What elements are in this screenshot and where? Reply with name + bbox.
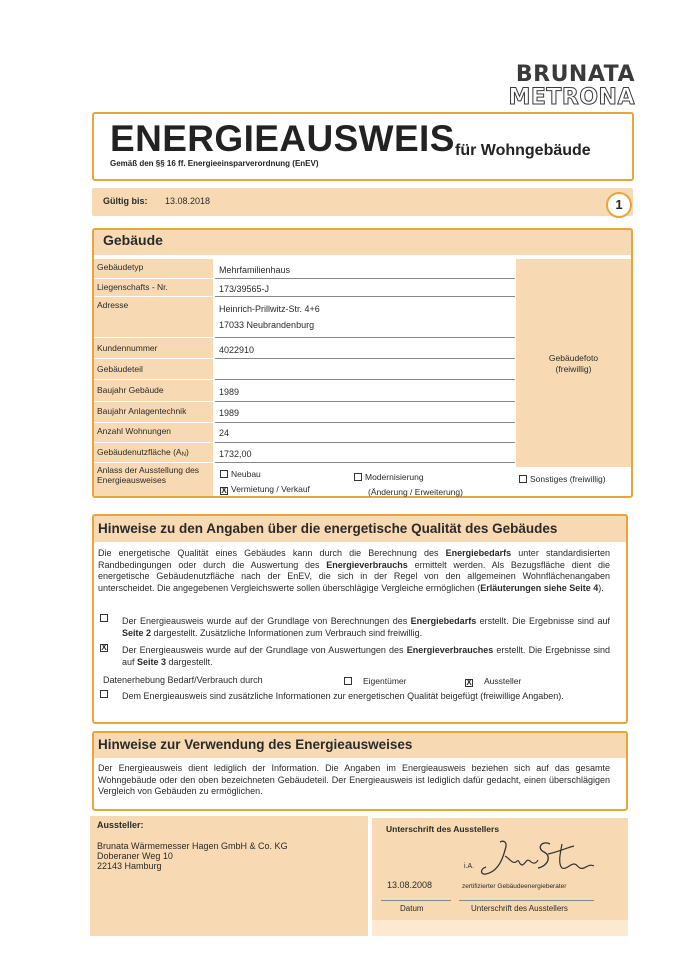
- issuer-box: [90, 816, 368, 936]
- field-label-liegenschaft: Liegenschafts - Nr.: [94, 279, 213, 297]
- checkbox-modernisierung[interactable]: [354, 473, 362, 481]
- validity-label: Gültig bis:: [103, 196, 148, 206]
- field-value-baujahr-anlagentechnik: 1989: [215, 402, 515, 423]
- option-eigentuemer[interactable]: Eigentümer: [344, 675, 406, 687]
- signature-date: 13.08.2008: [387, 880, 433, 890]
- signature-footer: [372, 920, 628, 936]
- page-number-badge: 1: [606, 192, 632, 218]
- field-label-nutzflaeche: Gebäudenutzfläche (AN): [94, 443, 213, 463]
- field-value-kundennummer: 4022910: [215, 338, 515, 359]
- field-value-baujahr-gebaeude: 1989: [215, 380, 515, 402]
- survey-label: Datenerhebung Bedarf/Verbrauch durch: [103, 675, 263, 685]
- brand-logo-line2: METRONA: [508, 85, 635, 110]
- certified-label: zertifizierter Gebäudeenergieberater: [462, 883, 567, 890]
- field-label-anzahl-wohnungen: Anzahl Wohnungen: [94, 423, 213, 443]
- field-value-anzahl-wohnungen: 24: [215, 423, 515, 443]
- field-value-gebaeudetyp: Mehrfamilienhaus: [215, 259, 515, 279]
- checkbox-bedarf[interactable]: [100, 614, 108, 622]
- checkbox-eigentuemer[interactable]: [344, 677, 352, 685]
- field-label-baujahr-gebaeude: Baujahr Gebäude: [94, 380, 213, 402]
- option-vermietung[interactable]: X Vermietung / Verkauf: [221, 484, 310, 495]
- field-value-adresse: Heinrich-Prillwitz-Str. 4+6 17033 Neubrandenburg: [215, 297, 515, 338]
- signature-prefix: i.A.: [464, 863, 475, 870]
- checkbox-neubau[interactable]: [220, 470, 228, 478]
- checkbox-verbrauch[interactable]: X: [101, 643, 107, 652]
- option-zusatzinfo-text: Dem Energieausweis sind zusätzliche Informationen zur energetischen Qualität beigefügt (freiwillige Angaben).: [122, 691, 564, 701]
- building-section-header: [94, 230, 631, 255]
- checkbox-zusatzinfo[interactable]: [100, 690, 108, 698]
- field-value-nutzflaeche: 1732,00: [215, 443, 515, 463]
- reason-label: Anlass der Ausstellung des Energieausweises: [94, 463, 213, 496]
- brand-logo-line1: BRUNATA: [515, 62, 635, 87]
- option-aussteller[interactable]: X Aussteller: [466, 676, 522, 687]
- field-value-gebaeudeteil: [215, 359, 515, 380]
- date-caption: Datum: [400, 904, 424, 913]
- field-value-liegenschaft: 173/39565-J: [215, 279, 515, 297]
- field-label-gebaeudetyp: Gebäudetyp: [94, 259, 213, 279]
- option-neubau[interactable]: Neubau: [220, 468, 261, 480]
- option-modernisierung[interactable]: Modernisierung: [354, 471, 424, 483]
- signature-line: [459, 900, 594, 901]
- usage-hints-text: Der Energieausweis dient lediglich der Information. Die Angaben im Energieausweis beziehen sich auf das gesamte Wohngebäude oder den oben bezeichneten Gebäudeteil. Der Energieausweis ist lediglich dafür gedacht, einen überschlägigen Vergleich von Gebäuden zu ermöglichen.: [98, 763, 610, 797]
- quality-hints-intro: Die energetische Qualität eines Gebäudes kann durch die Berechnung des Energiebedarfs unter standardisierten Randbedingungen oder durch die Auswertung des Energieverbrauchs ermittelt werden. Als Bezugsfläche dient die energetische Gebäudenutzfläche nach der EnEV, die sich in der Regel von den allgemeinen Wohnflächenangaben unterscheidet. Die angegebenen Vergleichswerte sollen überschlägige Vergleiche ermöglichen (Erläuterungen siehe Seite 4).: [98, 548, 610, 593]
- usage-hints-title: Hinweise zur Verwendung des Energieausweises: [98, 737, 413, 752]
- option-sonstiges[interactable]: Sonstiges (freiwillig): [519, 473, 606, 485]
- field-label-adresse: Adresse: [94, 297, 213, 338]
- date-line: [381, 900, 451, 901]
- building-photo-caption: Gebäudefoto (freiwillig): [548, 353, 599, 374]
- issuer-label: Aussteller:: [97, 820, 144, 830]
- page-subtitle: für Wohngebäude: [455, 142, 591, 159]
- signature-label: Unterschrift des Ausstellers: [386, 824, 500, 834]
- page-title: ENERGIEAUSWEIS: [110, 118, 455, 159]
- quality-hints-title: Hinweise zu den Angaben über die energetische Qualität des Gebäudes: [98, 521, 558, 536]
- option-verbrauch-text: Der Energieausweis wurde auf der Grundlage von Auswertungen des Energieverbrauches erstellt. Die Ergebnisse sind auf Seite 3 dargestellt.: [122, 645, 610, 667]
- building-section-title: Gebäude: [103, 232, 163, 248]
- signature-caption: Unterschrift des Ausstellers: [471, 904, 568, 913]
- issuer-address: Brunata Wärmemesser Hagen GmbH & Co. KG Doberaner Weg 10 22143 Hamburg: [97, 841, 288, 871]
- option-modernisierung-sub: (Änderung / Erweiterung): [368, 487, 463, 497]
- legal-reference: Gemäß den §§ 16 ff. Energieeinsparverordnung (EnEV): [110, 159, 319, 168]
- checkbox-vermietung[interactable]: X: [221, 486, 227, 495]
- validity-date: 13.08.2018: [165, 196, 211, 206]
- field-label-gebaeudeteil: Gebäudeteil: [94, 359, 213, 380]
- handwritten-signature: [478, 834, 598, 882]
- option-bedarf-text: Der Energieausweis wurde auf der Grundlage von Berechnungen des Energiebedarfs erstellt. Die Ergebnisse sind auf Seite 2 dargestellt. Zusätzliche Informationen zum Verbrauch sind freiwillig.: [122, 616, 610, 638]
- checkbox-sonstiges[interactable]: [519, 475, 527, 483]
- field-label-baujahr-anlagentechnik: Baujahr Anlagentechnik: [94, 402, 213, 423]
- field-label-kundennummer: Kundennummer: [94, 338, 213, 359]
- checkbox-aussteller[interactable]: X: [466, 678, 472, 687]
